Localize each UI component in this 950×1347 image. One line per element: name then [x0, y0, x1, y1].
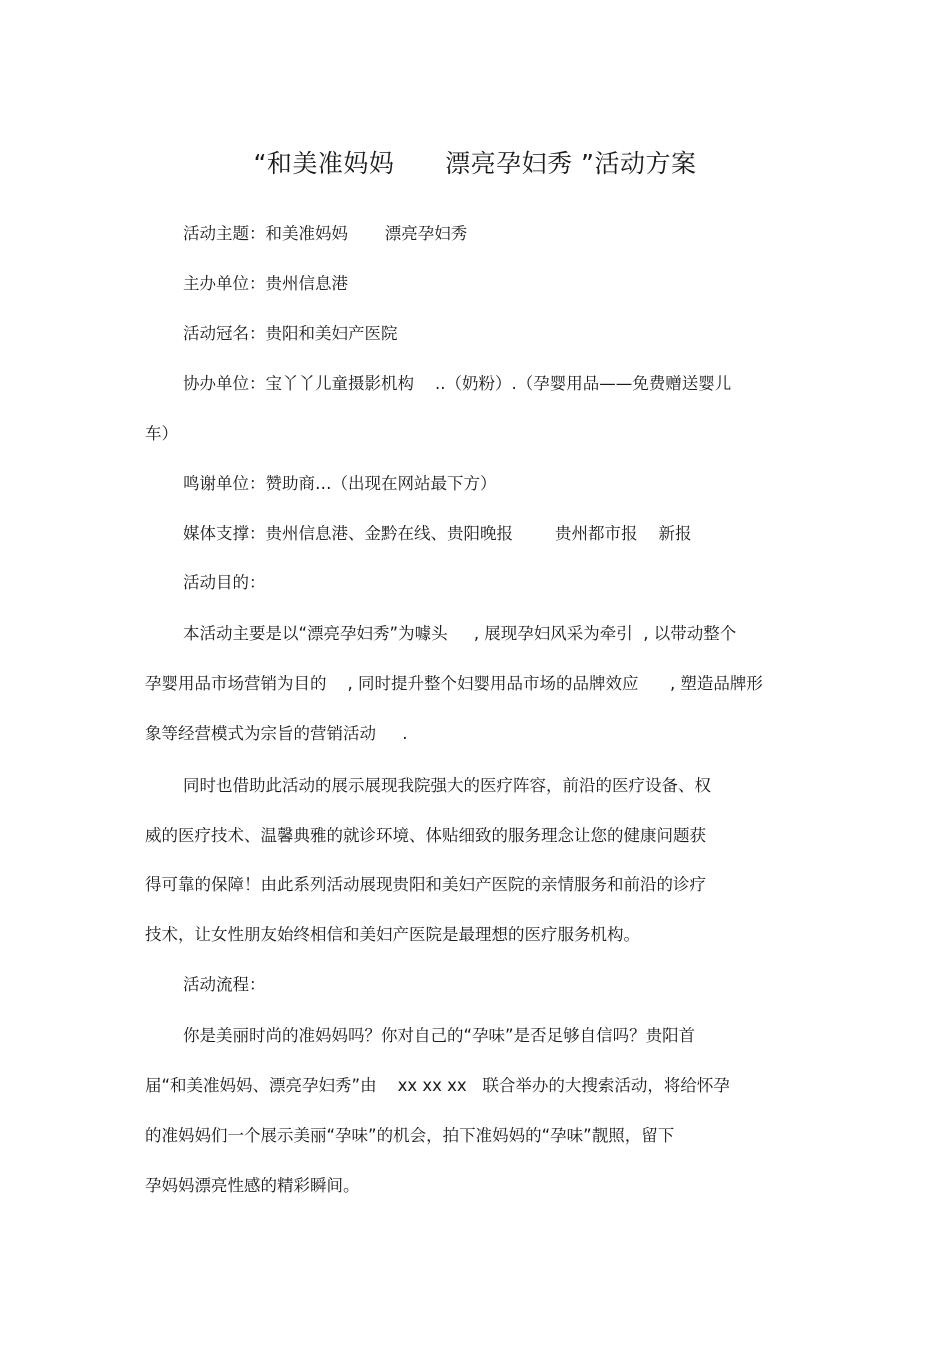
text-line: 孕妈妈漂亮性感的精彩瞬间。 — [145, 1176, 360, 1195]
text-line: 主办单位：贵州信息港 — [183, 274, 348, 293]
text-line: 本活动主要是以“漂亮孕妇秀”为噱头 , 展现孕妇风采为牵引 , 以带动整个 — [183, 624, 737, 643]
text-line: 活动流程： — [183, 975, 266, 994]
text-line: 威的医疗技术、温馨典雅的就诊环境、体贴细致的服务理念让您的健康问题获 — [145, 826, 706, 845]
text-line: 届“和美准妈妈、漂亮孕妇秀”由 xx xx xx 联合举办的大搜索活动，将给怀孕 — [145, 1076, 730, 1095]
text-line: 活动目的： — [183, 573, 266, 592]
text-line: 车） — [145, 424, 178, 443]
text-line: 协办单位：宝丫丫儿童摄影机构 ..（奶粉）.（孕婴用品——免费赠送婴儿 — [183, 374, 732, 393]
text-line: 孕婴用品市场营销为目的 , 同时提升整个妇婴用品市场的品牌效应 , 塑造品牌形 — [145, 674, 763, 693]
text-line: 媒体支撑：贵州信息港、金黔在线、贵阳晚报 贵州都市报 新报 — [183, 524, 692, 543]
text-line: 活动主题：和美准妈妈 漂亮孕妇秀 — [183, 224, 468, 243]
text-line: 得可靠的保障！由此系列活动展现贵阳和美妇产医院的亲情服务和前沿的诊疗 — [145, 875, 706, 894]
text-line: 同时也借助此活动的展示展现我院强大的医疗阵容，前沿的医疗设备、权 — [183, 776, 711, 795]
text-line: 的准妈妈们一个展示美丽“孕味”的机会，拍下准妈妈的“孕味”靓照，留下 — [145, 1126, 675, 1145]
text-line: 技术，让女性朋友始终相信和美妇产医院是最理想的医疗服务机构。 — [145, 925, 640, 944]
text-line: 鸣谢单位：赞助商…（出现在网站最下方） — [183, 474, 497, 493]
document-title: “和美准妈妈 漂亮孕妇秀 ”活动方案 — [253, 149, 697, 178]
text-line: 你是美丽时尚的准妈妈吗？你对自己的“孕味”是否足够自信吗？贵阳首 — [183, 1026, 696, 1045]
text-line: 活动冠名：贵阳和美妇产医院 — [183, 324, 398, 343]
text-line: 象等经营模式为宗旨的营销活动 . — [145, 724, 408, 743]
